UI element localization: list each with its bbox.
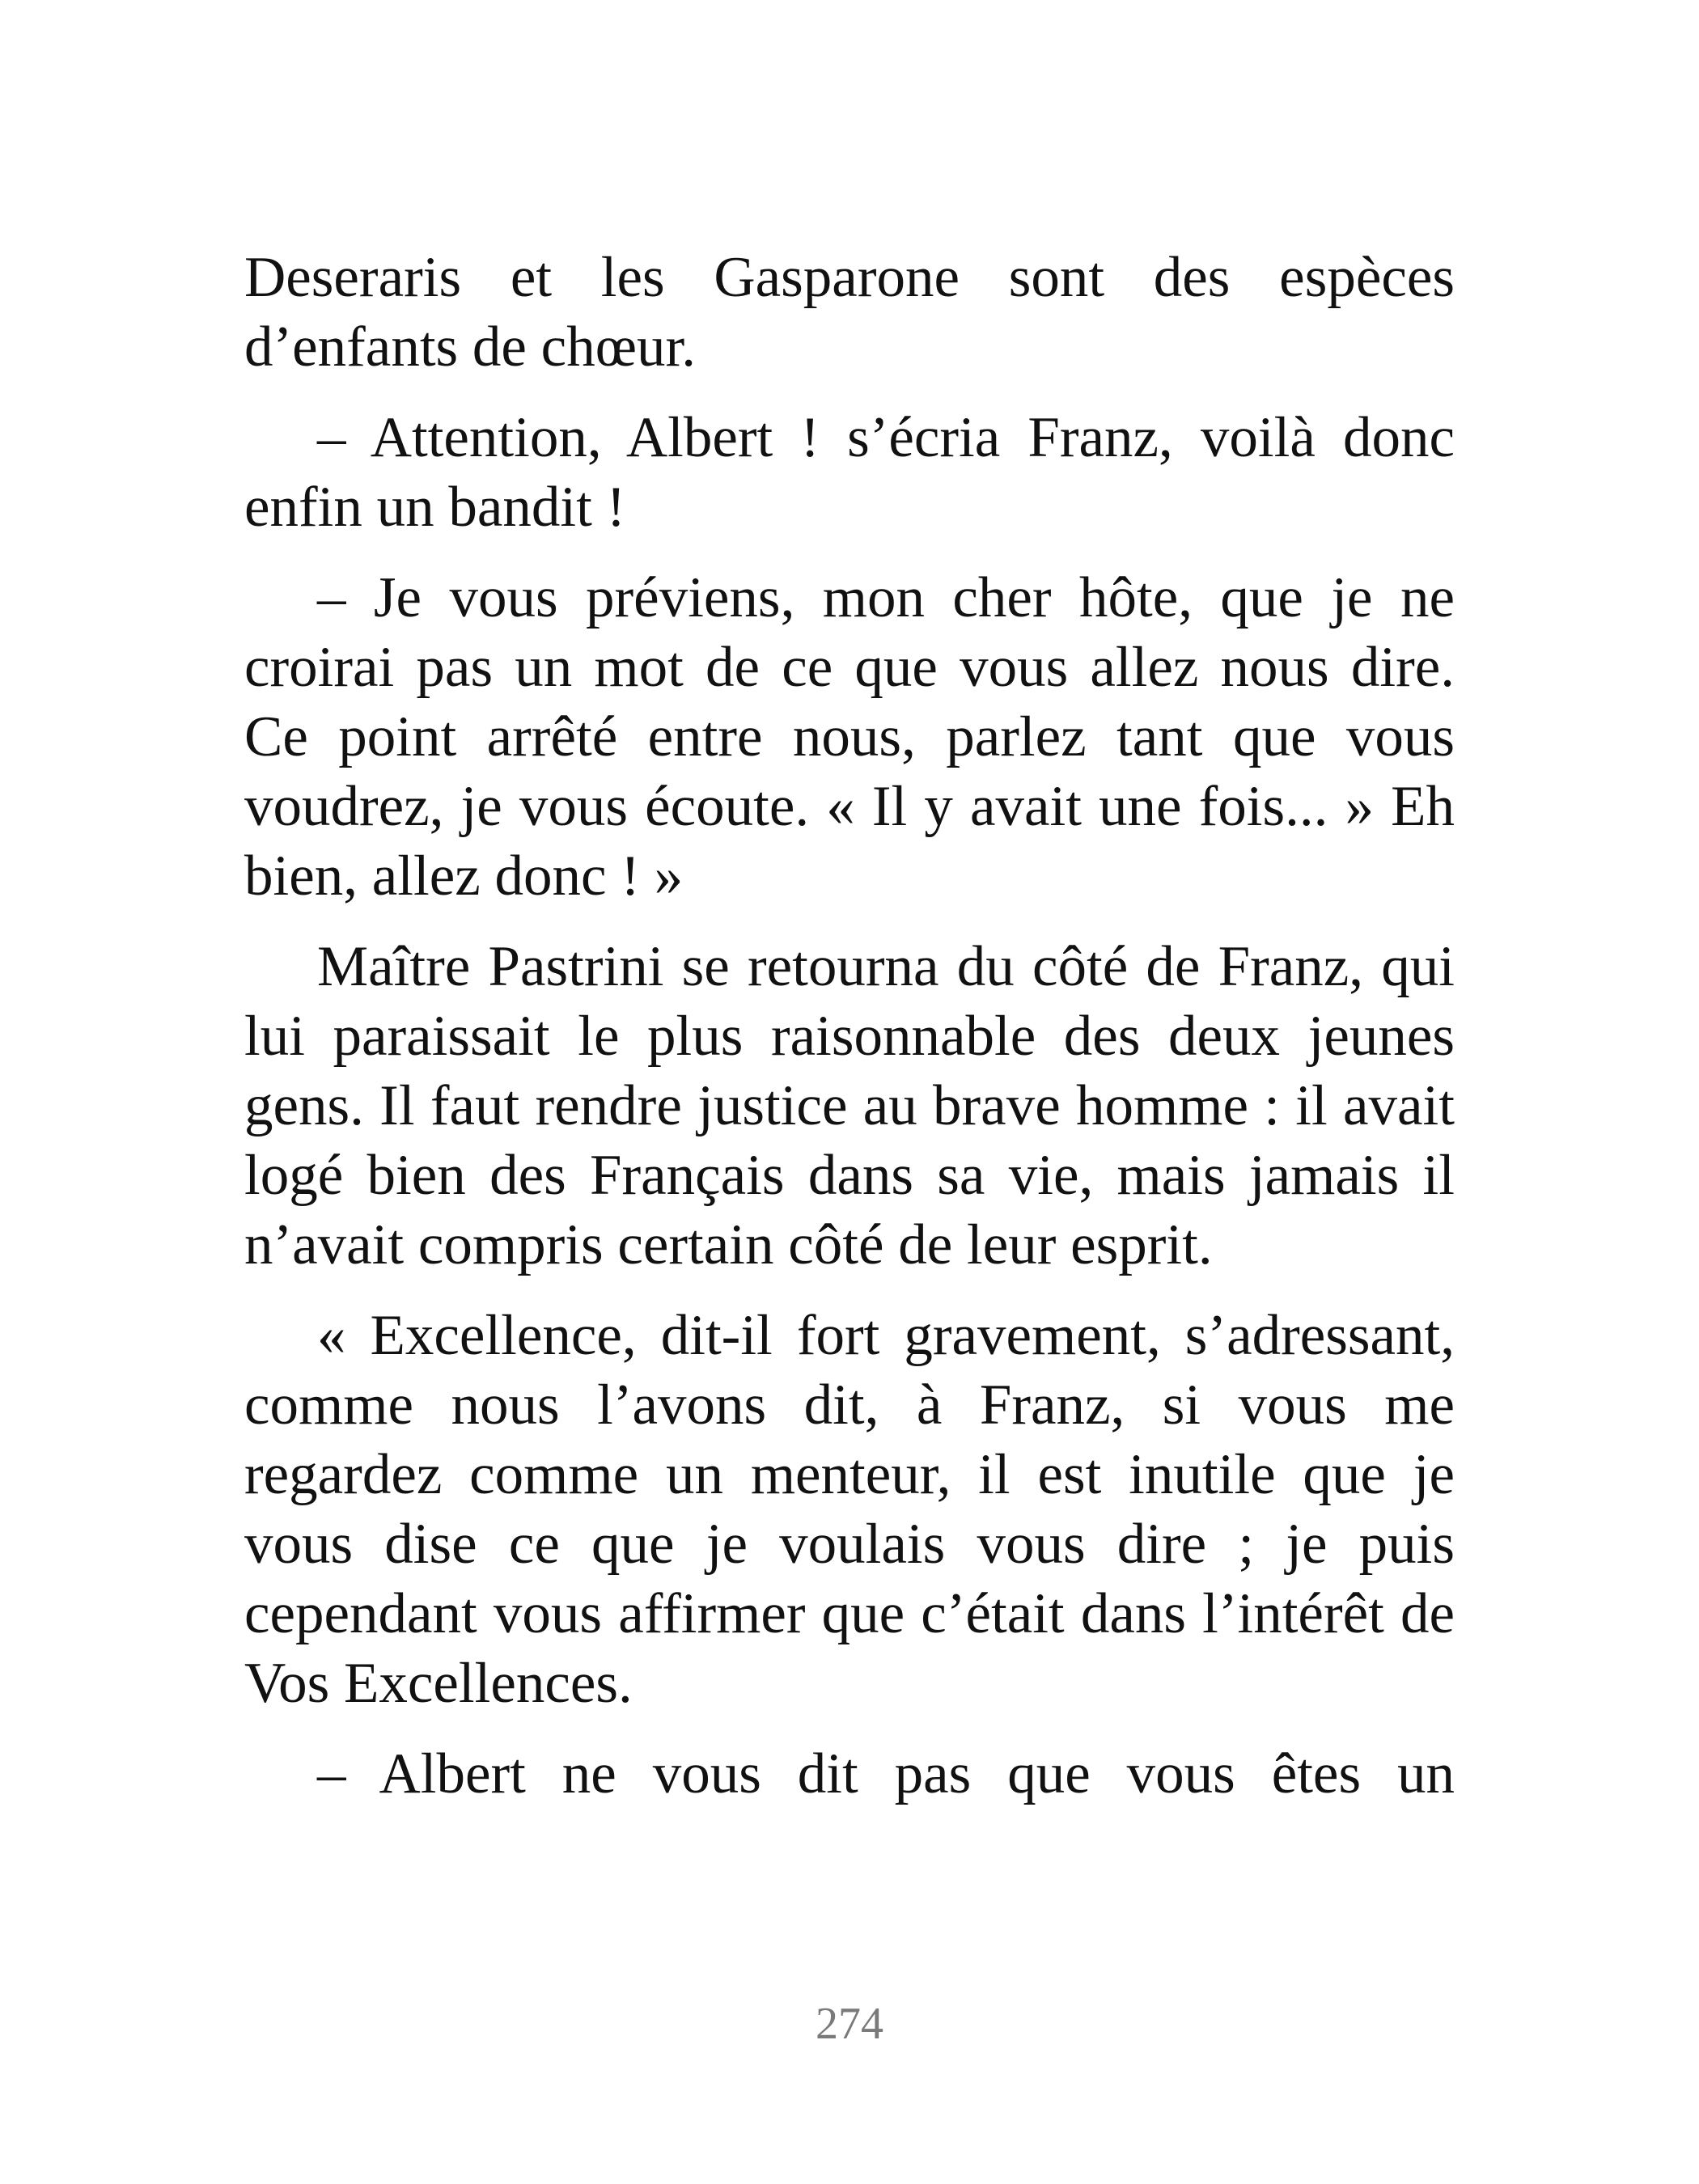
page-number: 274 [816,1999,883,2049]
paragraph-continuation: Deseraris et les Gasparone sont des espèces d’enfants de chœur. [244,246,1455,379]
paragraph-dialogue-pastrini: « Excellence, dit-il fort gravement, s’adressant, comme nous l’avons dit, à Franz, si vous me regardez comme un menteur, il est inutile que je vous dise ce que je voulais vous dire ; je puis cependant vous affirmer que c’était dans l’intérêt de Vos Excellences. [244,1304,1455,1715]
paragraph-dialogue-franz: – Attention, Albert ! s’écria Franz, voilà donc enfin un bandit ! [244,406,1455,539]
body-text [244,243,1455,1809]
paragraph-dialogue-cut: – Albert ne vous dit pas que vous êtes un [317,1742,1455,1805]
paragraph-dialogue-albert: – Je vous préviens, mon cher hôte, que je ne croirai pas un mot de ce que vous allez nous dire. Ce point arrêté entre nous, parlez tant que vous voudrez, je vous écoute. « Il y avait une fois... » Eh bien, allez donc ! » [244,566,1455,908]
paragraph-narration-pastrini: Maître Pastrini se retourna du côté de Franz, qui lui paraissait le plus raisonnable des deux jeunes gens. Il faut rendre justice au brave homme : il avait logé bien des Français dans sa vie, mais jamais il n’avait compris certain côté de leur esprit. [244,935,1455,1276]
